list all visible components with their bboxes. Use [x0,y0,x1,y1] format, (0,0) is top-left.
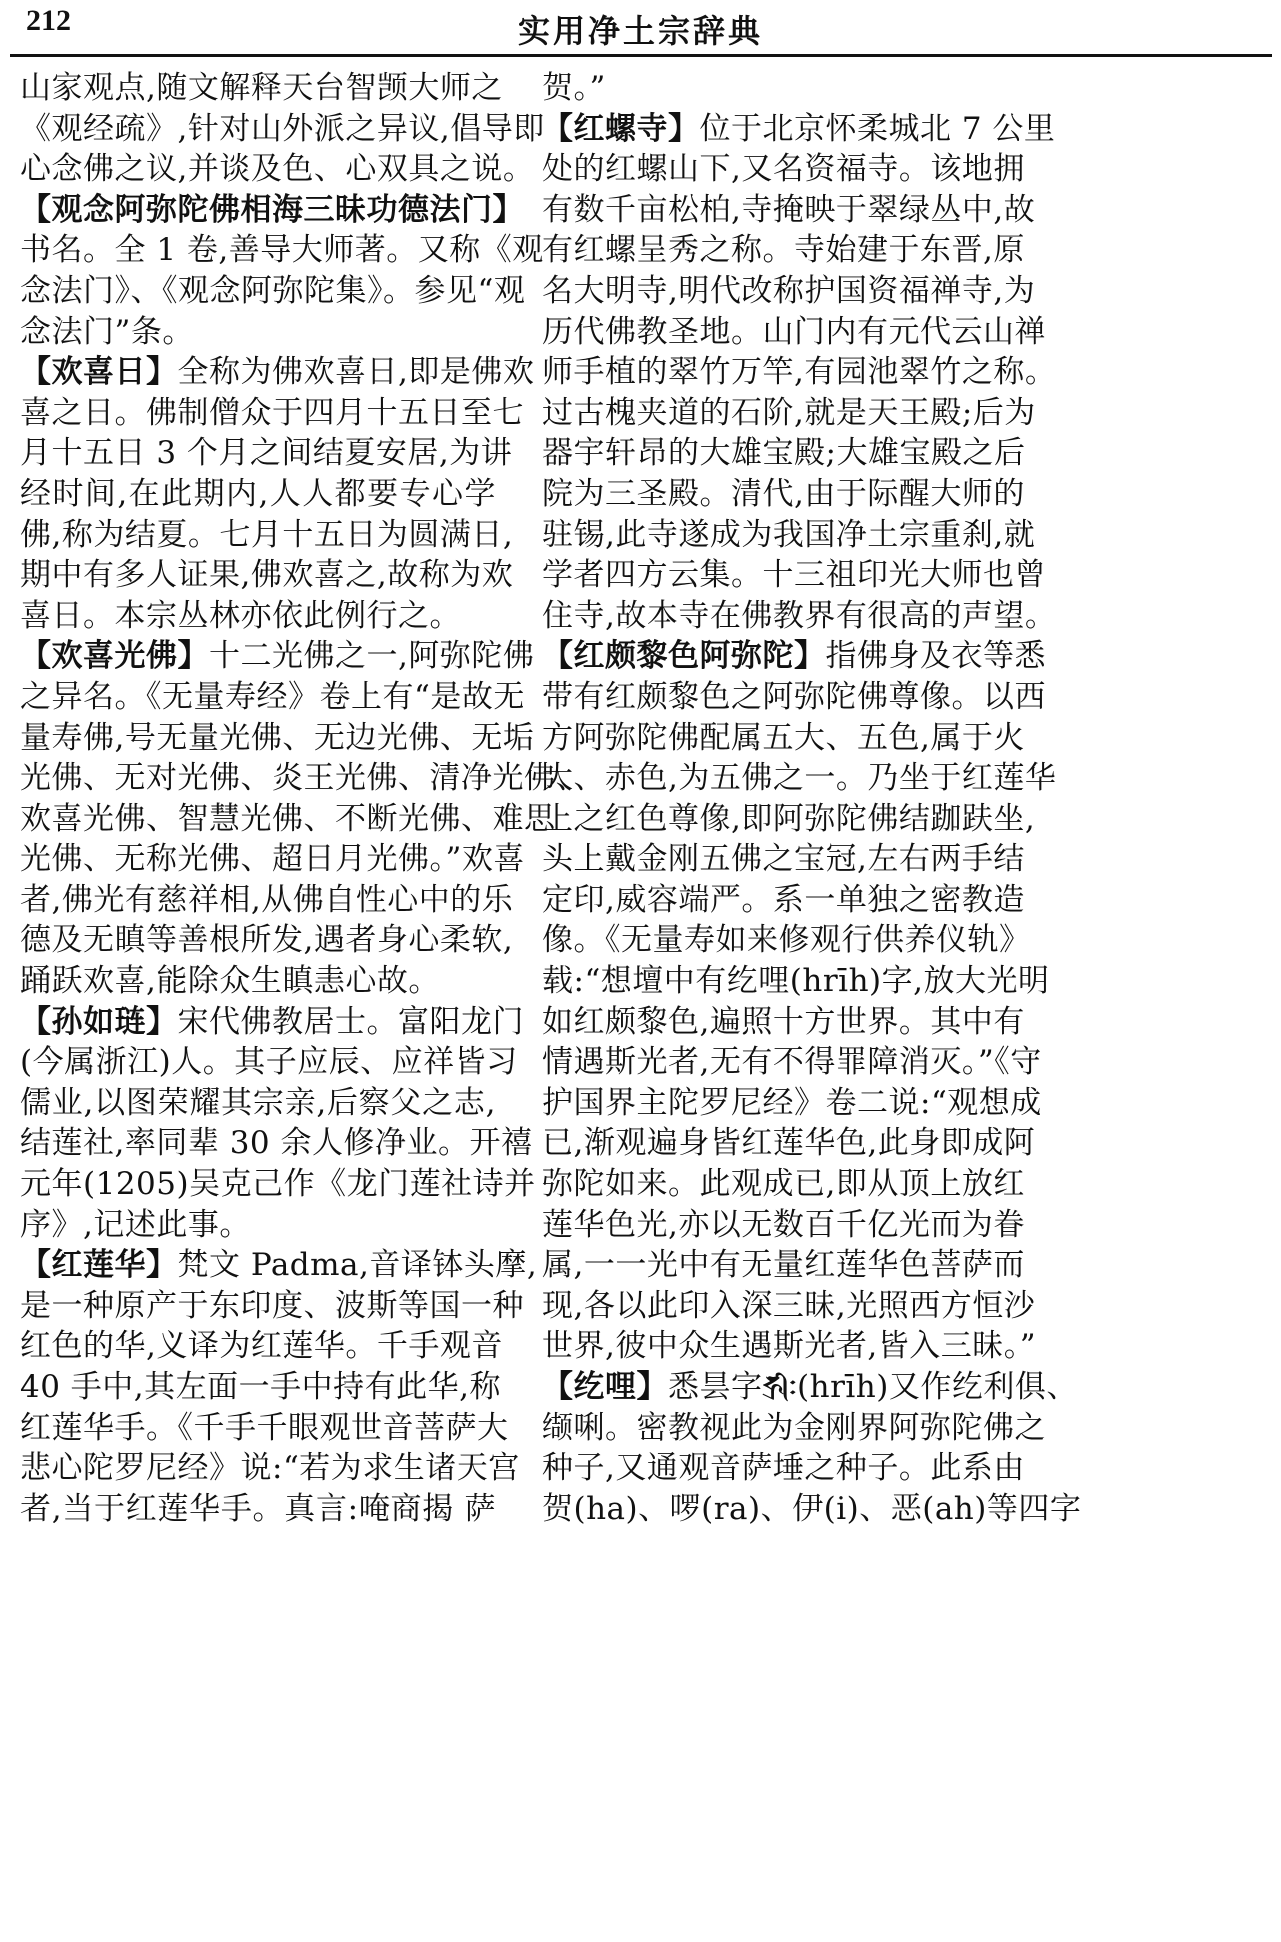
line-text: 弥陀如来。此观成已,即从顶上放红 [542,1166,1025,1203]
text-line [542,677,1046,718]
header-rule [10,54,1272,57]
text-line [542,190,1036,231]
line-text: 期中有多人证果,佛欢喜之,故称为欢 [20,557,514,594]
text-line [542,1286,1036,1327]
text-line [20,1042,518,1083]
text-line [20,1123,533,1164]
running-title: 实用净土宗辞典 [517,12,763,50]
entry-headword: 【红莲华】 [20,1247,178,1284]
text-line [542,433,1026,474]
text-line [542,474,1023,515]
text-line [542,68,1023,109]
line-text: 大、赤色,为五佛之一。乃坐于红莲华 [542,760,1057,797]
line-text: 悲心陀罗尼经》说:“若为求生诸天宫 [20,1450,520,1487]
page-header [0,0,1281,55]
entry-headword: 【欢喜光佛】 [20,638,209,675]
line-text: 儒业,以图荣耀其宗亲,后察父之志, [20,1084,496,1121]
text-line [20,352,535,393]
text-line [20,1367,502,1408]
text-line [542,636,1046,677]
text-line [20,1489,496,1530]
line-text: 载:“想壇中有纥哩(hrīh)字,放大光明 [542,963,1050,1000]
text-line [542,920,1031,961]
text-line [20,636,535,677]
text-line [542,596,1057,637]
line-text: 有数千亩松柏,寺掩映于翠绿丛中,故 [542,191,1036,228]
text-line [20,839,525,880]
line-text: 梵文 Padma,音译钵头摩, [177,1247,538,1284]
line-text: 十二光佛之一,阿弥陀佛 [209,638,535,675]
text-line [20,677,525,718]
line-text: 欢喜光佛、智慧光佛、不断光佛、难思 [20,800,556,837]
text-line [20,1083,496,1124]
text-line [20,433,513,474]
text-line [542,230,1023,271]
text-line [20,596,496,637]
text-line [20,1408,509,1449]
text-line [20,1002,524,1043]
line-text: 世界,彼中众生遇斯光者,皆入三昧。” [542,1328,1037,1365]
text-line [542,1164,1023,1205]
line-text: 历代佛教圣地。山门内有元代云山禅 [542,313,1046,350]
line-text: 已,渐观遍身皆红莲华色,此身即成阿 [542,1125,1036,1162]
text-line [20,758,587,799]
entry-headword: 【红颇黎色阿弥陀】 [542,638,826,675]
line-text: 种子,又通观音萨埵之种子。此系由 [542,1450,1025,1487]
text-line [542,393,1036,434]
line-text: 护国界主陀罗尼经》卷二说:“观想成 [542,1084,1042,1121]
line-text: 月十五日 3 个月之间结夏安居,为讲 [20,435,513,472]
text-line [20,1326,503,1367]
text-line [20,474,496,515]
line-text: 宋代佛教居士。富阳龙门 [177,1003,524,1040]
text-line [20,920,514,961]
text-line [20,271,526,312]
text-line [20,718,535,759]
text-line [20,799,556,840]
line-text: 定印,威容端严。系一单独之密教造 [542,881,1025,918]
left-column [20,68,587,1932]
right-column [542,68,1082,1932]
line-text: 心念佛之议,并谈及色、心双具之说。 [20,151,535,188]
line-text: 者,当于红莲华手。真言:唵商揭 萨 [20,1490,496,1527]
line-text: 方阿弥陀佛配属五大、五色,属于火 [542,719,1025,756]
text-line [20,961,496,1002]
line-text: 贺(ha)、啰(ra)、伊(i)、恶(ah)等四字 [542,1490,1082,1527]
text-line [542,1245,1023,1286]
line-text: 头上戴金刚五佛之宝冠,左右两手结 [542,841,1025,878]
line-text: 者,佛光有慈祥相,从佛自性心中的乐 [20,881,514,918]
text-line [20,1164,536,1205]
line-text: 佛,称为结夏。七月十五日为圆满日, [20,516,514,553]
text-line [542,1326,1037,1367]
line-text: 上之红色尊像,即阿弥陀佛结跏趺坐, [542,800,1036,837]
line-text: 带有红颇黎色之阿弥陀佛尊像。以西 [542,678,1046,715]
line-text: 现,各以此印入深三昧,光照西方恒沙 [542,1287,1036,1324]
entry-headword: 【孙如琏】 [20,1003,178,1040]
line-text: 情遇斯光者,无有不得罪障消灭。”《守 [542,1044,1042,1081]
text-line [20,109,545,150]
text-line [542,312,1046,353]
line-text: 喜日。本宗丛林亦依此例行之。 [20,597,461,634]
text-line [20,515,514,556]
line-text: 器宇轩昂的大雄宝殿;大雄宝殿之后 [542,435,1026,472]
line-text: 住寺,故本寺在佛教界有很高的声望。 [542,597,1057,634]
line-text: 全称为佛欢喜日,即是佛欢 [177,354,535,391]
line-text: 元年(1205)吴克己作《龙门莲社诗并 [20,1166,536,1203]
line-text: 40 手中,其左面一手中持有此华,称 [20,1369,502,1405]
line-text: 贺。” [542,70,606,106]
line-text: 红色的华,义译为红莲华。千手观音 [20,1328,503,1365]
text-line [542,839,1023,880]
line-text: 像。《无量寿如来修观行供养仪轨》 [542,922,1031,959]
line-text: 量寿佛,号无量光佛、无边光佛、无垢 [20,719,535,756]
entry-headword: 【欢喜日】 [20,354,178,391]
page-number: 212 [26,4,71,37]
text-line [542,352,1057,393]
line-text: 悉昙字𑖮𑖿𑖨𑖱𑖾(hrīh)又作纥利俱、 [668,1369,1078,1405]
text-line [542,1408,1046,1449]
line-text: 处的红螺山下,又名资福寺。该地拥 [542,151,1025,188]
line-text: 红莲华手。《千手千眼观世音菩萨大 [20,1409,509,1446]
text-line [20,880,514,921]
text-line [542,1448,1023,1489]
text-line [542,515,1036,556]
text-line [542,271,1036,312]
line-text: 有红螺呈秀之称。寺始建于东晋,原 [542,232,1025,269]
text-line [542,758,1057,799]
text-line [20,1286,524,1327]
line-text: 指佛身及衣等悉 [825,638,1046,675]
entry-headword: 【观念阿弥陀佛相海三昧功德法门】 [20,191,524,228]
entry-headword: 【红螺寺】 [542,110,700,147]
line-text: 学者四方云集。十三祖印光大师也曾 [542,557,1046,594]
line-text: 如红颇黎色,遍照十方世界。其中有 [542,1003,1025,1040]
text-line [542,1083,1042,1124]
text-line [20,190,524,231]
text-line [20,230,544,271]
entry-headword: 【纥哩】 [542,1369,668,1405]
line-text: 缬唎。密教视此为金刚界阿弥陀佛之 [542,1409,1046,1446]
line-text: 莲华色光,亦以无数百千亿光而为眷 [542,1206,1025,1243]
line-text: 属,一一光中有无量红莲华色菩萨而 [542,1247,1025,1284]
text-line [20,1245,538,1286]
text-line [542,1367,1078,1408]
text-line [20,312,496,353]
line-text: 喜之日。佛制僧众于四月十五日至七 [20,394,524,431]
text-line [542,555,1046,596]
line-text: 山家观点,随文解释天台智𫖮大师之 [20,70,503,106]
text-line [542,1123,1036,1164]
text-line [542,149,1023,190]
text-line [542,799,1036,840]
text-line [542,718,1023,759]
text-line [20,1205,496,1246]
line-text: 名大明寺,明代改称护国资福禅寺,为 [542,272,1036,309]
text-line [20,68,503,109]
text-line [542,1002,1023,1043]
text-line [542,1205,1023,1246]
text-line [20,393,524,434]
text-line [542,109,1056,150]
line-text: 书名。全 1 卷,善导大师著。又称《观 [20,232,544,269]
line-text: 师手植的翠竹万竿,有园池翠竹之称。 [542,354,1057,391]
line-text: 过古槐夹道的石阶,就是天王殿;后为 [542,394,1036,431]
line-text: 驻锡,此寺遂成为我国净土宗重刹,就 [542,516,1036,553]
line-text: 是一种原产于东印度、波斯等国一种 [20,1287,524,1324]
line-text: 光佛、无对光佛、炎王光佛、清净光佛、 [20,760,587,797]
line-text: 位于北京怀柔城北 7 公里 [699,110,1056,147]
text-line [542,880,1023,921]
text-line [542,1489,1082,1530]
line-text: 序》,记述此事。 [20,1206,251,1243]
line-text: 院为三圣殿。清代,由于际醒大师的 [542,475,1025,512]
text-line [20,555,514,596]
text-line [542,1042,1042,1083]
line-text: (今属浙江)人。其子应辰、应祥皆习 [20,1044,518,1081]
text-line [20,149,535,190]
line-text: 踊跃欢喜,能除众生瞋恚心故。 [20,963,440,1000]
line-text: 之异名。《无量寿经》卷上有“是故无 [20,678,525,715]
line-text: 光佛、无称光佛、超日月光佛。”欢喜 [20,841,525,878]
line-text: 念法门”条。 [20,313,194,350]
text-line [20,1448,520,1489]
line-text: 念法门》、《观念阿弥陀集》。参见“观 [20,272,526,309]
line-text: 《观经疏》,针对山外派之异议,倡导即 [20,110,545,147]
line-text: 德及无瞋等善根所发,遇者身心柔软, [20,922,514,959]
line-text: 结莲社,率同辈 30 余人修净业。开禧 [20,1125,533,1162]
text-line [542,961,1050,1002]
line-text: 经时间,在此期内,人人都要专心学 [20,475,496,512]
